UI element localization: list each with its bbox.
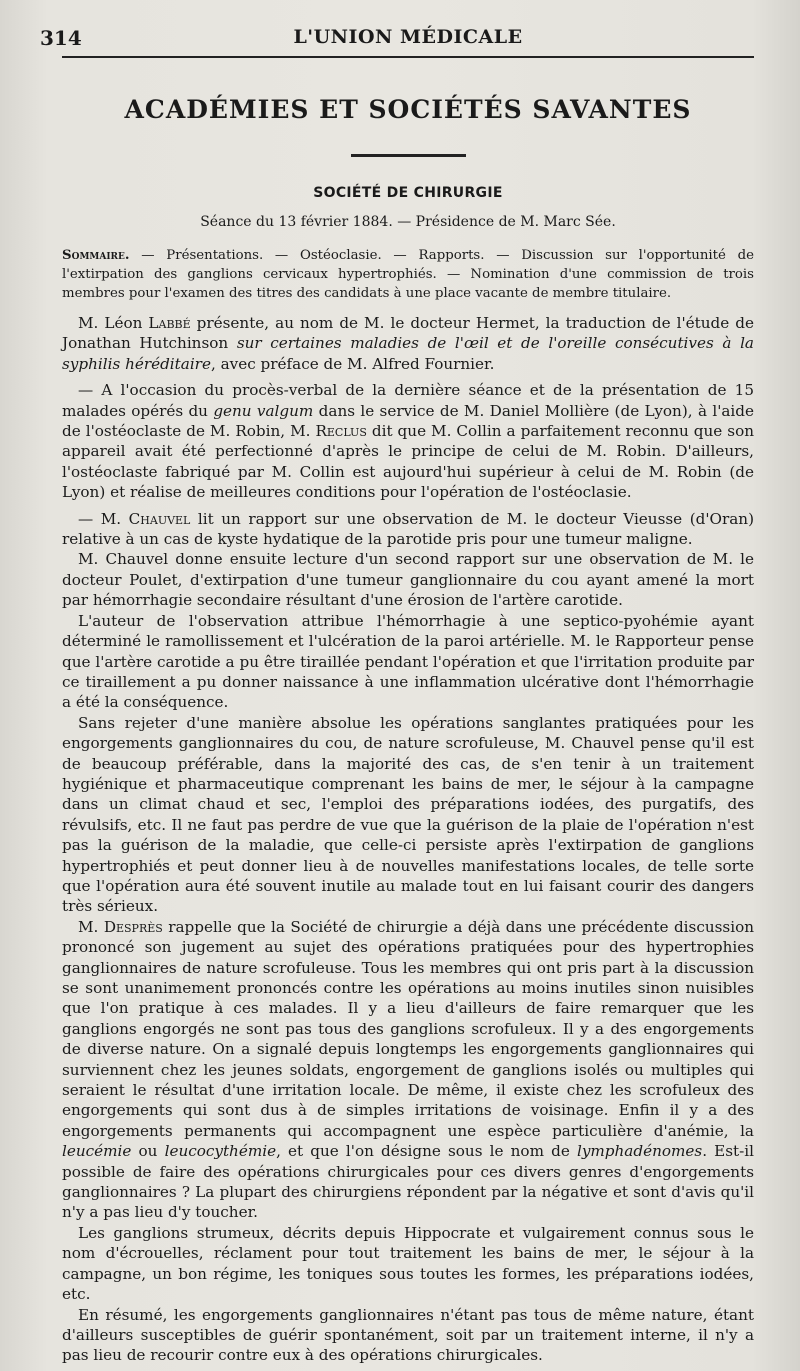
paragraph-labbe xyxy=(62,313,754,374)
text-run: — A l'occasion du procès-verbal de la dernière séance et de la présentation de 15 malades opérés du xyxy=(62,381,754,420)
work-title: sur certaines maladies de l'œil et de l'oreille consécutives à la syphilis héréditaire xyxy=(62,334,754,373)
section-divider xyxy=(351,154,466,157)
text-run: présente, au nom de M. le docteur Hermet, la traduction de l'étude de Jonathan Hutchinson xyxy=(62,314,754,353)
text-run: lit un rapport sur une observation de M. le docteur Vieusse (d'Oran) relative à un cas de kyste hydatique de la parotide pris pour une tumeur maligne. xyxy=(62,509,754,549)
journal-title: L'UNION MÉDICALE xyxy=(293,26,523,48)
speaker-name: Labbé xyxy=(148,314,191,332)
paragraph-chauvel-rapport xyxy=(62,509,754,550)
italic-term: leucémie xyxy=(62,1142,132,1161)
paragraph-chauvel-second: M. Chauvel donne ensuite lecture d'un second rapport sur une observation de M. le docteur Poulet, d'extirpation d'une tumeur ganglionnaire du cou ayant amené la mort par hémorrhagie secondaire résultant d'une érosion de l'artère carotide. xyxy=(62,550,754,610)
summary xyxy=(62,246,754,303)
italic-term: leucocythémie xyxy=(164,1142,277,1161)
summary-text: — Présentations. — Ostéoclasie. — Rapports. — Discussion sur l'opportunité de l'extirpation des ganglions cervicaux hypertrophiés. — Nomination d'une commission de trois membres pour l'examen des titres des candidats à une place vacante de membre titulaire. xyxy=(62,248,754,301)
summary-label: Sommaire. xyxy=(62,248,130,263)
running-head xyxy=(40,26,754,58)
speaker-name: Desprès xyxy=(103,917,163,936)
paragraph-despres xyxy=(62,917,754,1223)
text-run: dit que M. Collin a parfaitement reconnu que son appareil avait été perfectionné d'après le principe de celui de M. Robin. D'ailleurs, l'ostéoclaste fabriqué par M. Collin est aujourd'hui supérieur à celui de M. Robin (de Lyon) et réalise de meilleures conditions pour l'opération de l'ostéoclasie. xyxy=(62,422,755,502)
society-title: SOCIÉTÉ DE CHIRURGIE xyxy=(313,185,503,201)
speaker-name: Chauvel xyxy=(128,509,191,528)
text-run: dans le service de M. Daniel Mollière (de Lyon), à l'aide de l'ostéoclaste de M. Robin, M. xyxy=(62,401,754,441)
session-line: Séance du 13 février 1884. — Présidence de M. Marc Sée. xyxy=(200,214,616,230)
article-body xyxy=(62,313,754,1366)
text-run: M. xyxy=(78,917,104,936)
page-number: 314 xyxy=(40,26,82,50)
italic-term: genu valgum xyxy=(213,401,314,420)
text-run: . Est-il possible de faire des opérations chirurgicales pour ces divers genres d'engorgements ganglionnaires ? La plupart des chirurgiens répondent par la négative et sont d'avis qu'il n'y a pas lieu d'y toucher. xyxy=(62,1142,754,1222)
section-title: ACADÉMIES ET SOCIÉTÉS SAVANTES xyxy=(124,95,692,124)
paragraph-reclus xyxy=(62,380,754,502)
paragraph-resume: En résumé, les engorgements ganglionnaires n'étant pas tous de même nature, étant d'ailleurs susceptibles de guérir spontanément, soit par un traitement interne, il n'y a pas lieu de recourir contre eux à des opérations chirurgicales. xyxy=(62,1305,754,1365)
text-run: ou xyxy=(131,1142,165,1161)
text-run: — M. xyxy=(78,509,129,528)
text-run: M. Léon xyxy=(78,314,149,332)
paragraph-sans-rejeter: Sans rejeter d'une manière absolue les opérations sanglantes pratiquées pour les engorgements ganglionnaires du cou, de nature scrofuleuse, M. Chauvel pense qu'il est de beaucoup préférable, dans la majorité des cas, de s'en tenir à un traitement hygiénique et pharmaceutique comprenant les bains de mer, le séjour à la campagne dans un climat chaud et sec, l'emploi des préparations iodées, des purgatifs, des révulsifs, etc. Il ne faut pas perdre de vue que la guérison de la plaie de l'opération n'est pas la guérison de la maladie, que celle-ci persiste après l'extirpation de ganglions hypertrophiés et peut donner lieu à de nouvelles manifestations locales, de telle sorte que l'opération aura été souvent inutile au malade tout en lui faisant courir des dangers très sérieux. xyxy=(62,713,754,916)
italic-term: lymphadénomes xyxy=(576,1142,703,1161)
text-run: , avec préface de M. Alfred Fournier. xyxy=(210,354,495,373)
text-run: rappelle que la Société de chirurgie a déjà dans une précédente discussion prononcé son jugement au sujet des opérations pratiquées pour des hypertrophies ganglionnaires de nature scrofuleuse. Tous les membres qui ont pris part à la discussion se sont unanimement prononcés contre les opérations au moins inutiles sinon nuisibles que l'on pratique à ces malades. Il y a lieu d'ailleurs de faire remarquer que les ganglions engorgés ne sont pas tous des ganglions scrofuleux. Il y a des engorgements de diverse nature. On a signalé depuis longtemps les engorgements ganglionnaires qui surviennent chez les jeunes soldats, engorgement de ganglions isolés ou multiples qui seraient le résultat d'une irritation locale. De même, il existe chez les scrofuleux des engorgements qui sont dus à de simples irritations de voisinage. Enfin il y a des engorgements permanents qui accompagnent une espèce particulière d'anémie, la xyxy=(62,917,754,1140)
text-run: , et que l'on désigne sous le nom de xyxy=(276,1142,577,1161)
paragraph-strumeux: Les ganglions strumeux, décrits depuis Hippocrate et vulgairement connus sous le nom d'écrouelles, réclament pour tout traitement les bains de mer, le séjour à la campagne, un bon régime, les toniques sous toutes les formes, les préparations iodées, etc. xyxy=(62,1223,754,1304)
paragraph-hemorrhagie: L'auteur de l'observation attribue l'hémorrhagie à une septico-pyohémie ayant déterminé le ramollissement et l'ulcération de la paroi artérielle. M. le Rapporteur pense que l'artère carotide a pu être tiraillée pendant l'opération et que l'irritation produite par ce tiraillement a pu donner naissance à une inflammation ulcérative dont l'hémorrhagie a été la conséquence. xyxy=(62,611,754,712)
speaker-name: Reclus xyxy=(315,422,367,441)
